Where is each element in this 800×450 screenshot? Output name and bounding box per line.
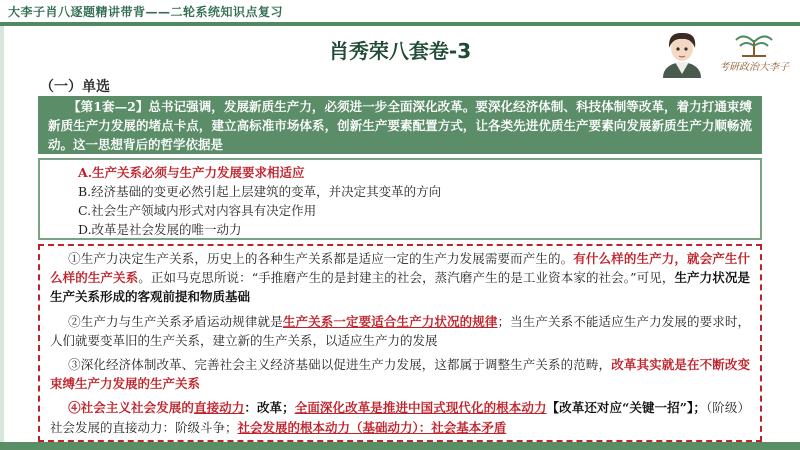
avatar-icon <box>651 28 713 80</box>
explanation-point-1: ①生产力决定生产关系，历史上的各种生产关系都是适应一定的生产力发展需要而产生的。有什么样的生产力，就会产生什么样的生产关系。正如马克思所说：“手推磨产生的是封建主的社会，蒸汽磨产生的是工业资本家的社会。”可见，生产力状况是生产关系形成的客观前提和物质基础 <box>50 251 750 305</box>
brand-logo-text: 考研政治大李子 <box>719 62 789 73</box>
option-b[interactable]: B.经济基础的变更必然引起上层建筑的变革，并决定其变革的方向 <box>78 184 442 199</box>
section-label: （一）单选 <box>40 79 110 95</box>
footer-bar <box>0 442 800 450</box>
header-divider <box>0 22 800 26</box>
explanation-point-3: ③深化经济体制改革、完善社会主义经济基础以促进生产力发展，这都属于调整生产关系的范畴，改革其实就是在不断改变束缚生产力发展的生产关系 <box>50 357 750 392</box>
explanation-panel <box>38 244 762 442</box>
brand-logo <box>716 28 792 78</box>
option-a[interactable]: A.生产关系必须与生产力发展要求相适应 <box>78 165 305 180</box>
top-strip <box>0 0 800 22</box>
course-title: 大李子肖八逐题精讲带背——二轮系统知识点复习 <box>8 5 284 19</box>
question-text: 【第1套—2】总书记强调，发展新质生产力，必须进一步全面深化改革。要深化经济体制、科技体制等改革，着力打通束缚新质生产力发展的堵点卡点，建立高标准市场体系，创新生产要素配置方式，让各类先进优质生产要素向发展新质生产力顺畅流动。这一思想背后的哲学依据是 <box>48 99 752 152</box>
option-d[interactable]: D.改革是社会发展的唯一动力 <box>78 222 242 237</box>
options-panel <box>38 158 762 240</box>
page-title: 肖秀荣八套卷-3 <box>328 39 472 63</box>
option-c[interactable]: C.社会生产领域内形式对内容具有决定作用 <box>78 203 317 218</box>
explanation-point-4: ④社会主义社会发展的直接动力：改革；全面深化改革是推进中国式现代化的根本动力【改革还对应“关键一招”】；（阶级）社会发展的直接动力：阶级斗争；社会发展的根本动力（基础动力）：社会基本矛盾 <box>50 400 750 435</box>
question-stem <box>38 96 762 154</box>
left-accent <box>0 26 4 442</box>
explanation-point-2: ②生产力与生产关系矛盾运动规律就是生产关系一定要适合生产力状况的规律；当生产关系不能适应生产力发展的要求时，人们就要变革旧的生产关系，建立新的生产关系，以适应生产力的发展 <box>50 313 750 348</box>
brand-tree-icon <box>716 28 792 58</box>
